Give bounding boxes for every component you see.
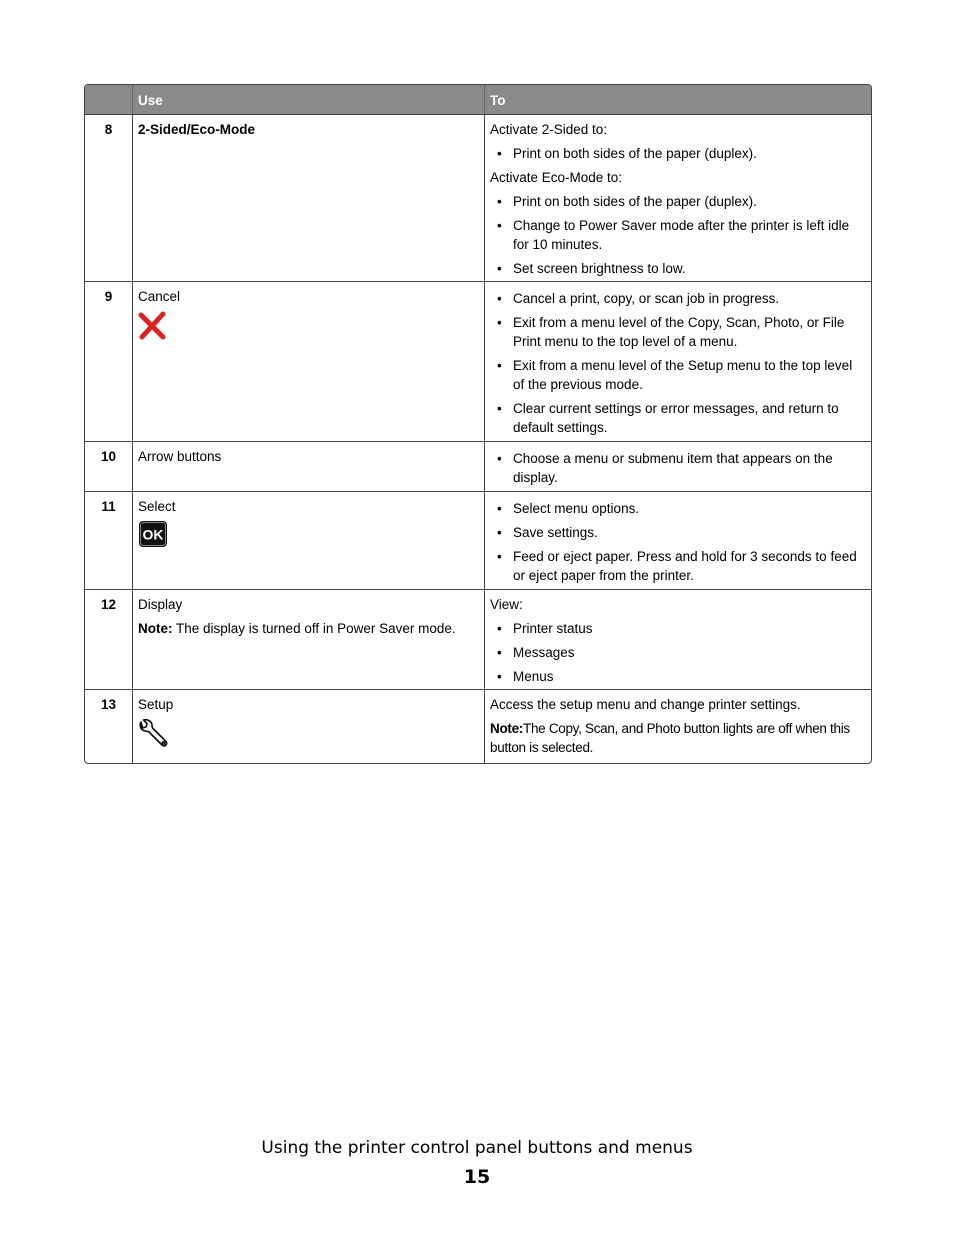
use-cell (133, 590, 485, 689)
bullet-list (490, 449, 867, 487)
use-cell (133, 690, 485, 763)
buttons-table (84, 84, 872, 764)
intro-text: Access the setup menu and change printer settings. (490, 697, 801, 712)
table-row (85, 589, 871, 689)
button-name: Select (138, 499, 176, 514)
table-header-row (85, 85, 871, 114)
bullet-list (490, 289, 867, 437)
row-number: 13 (85, 690, 133, 763)
row-number: 10 (85, 442, 133, 491)
table-row (85, 114, 871, 281)
note-text (138, 619, 480, 638)
header-num (85, 85, 133, 114)
list-item: • Select menu options. (490, 499, 867, 518)
cancel-x-icon (138, 310, 168, 340)
bullet-list (490, 619, 867, 686)
intro-text: View: (490, 597, 523, 612)
intro-text: Activate Eco-Mode to: (490, 170, 623, 185)
header-to: To (490, 93, 506, 108)
note-body: The Copy, Scan, and Photo button lights are off when this button is selected. (490, 721, 850, 755)
list-item: • Printer status (490, 619, 867, 638)
to-cell (485, 115, 871, 281)
table-row (85, 441, 871, 491)
list-item: • Cancel a print, copy, or scan job in progress. (490, 289, 867, 308)
button-name: 2-Sided/Eco-Mode (138, 122, 256, 137)
bullet-list (490, 499, 867, 585)
intro-text: Activate 2-Sided to: (490, 122, 608, 137)
note-label: Note: (138, 621, 173, 636)
row-number: 11 (85, 492, 133, 589)
to-cell (485, 282, 871, 441)
list-item: • Messages (490, 643, 867, 662)
button-name: Cancel (138, 289, 181, 304)
ok-icon-text: OK (142, 526, 164, 543)
table-row (85, 689, 871, 763)
row-number: 9 (85, 282, 133, 441)
button-name: Arrow buttons (138, 449, 222, 464)
table-row (85, 281, 871, 441)
use-cell (133, 492, 485, 589)
ok-button-icon (138, 520, 168, 548)
to-cell (485, 690, 871, 763)
list-item: • Menus (490, 667, 867, 686)
bullet-list (490, 144, 867, 163)
bullet-list (490, 192, 867, 278)
header-use: Use (133, 85, 485, 114)
row-number: 8 (85, 115, 133, 281)
row-number: 12 (85, 590, 133, 689)
wrench-icon (138, 718, 170, 748)
note-body: The display is turned off in Power Saver mode. (172, 621, 456, 636)
list-item: • Choose a menu or submenu item that appears on the display. (490, 449, 867, 487)
to-cell (485, 590, 871, 689)
list-item: • Change to Power Saver mode after the printer is left idle for 10 minutes. (490, 216, 867, 254)
list-item: • Set screen brightness to low. (490, 259, 867, 278)
list-item: • Exit from a menu level of the Setup menu to the top level of the previous mode. (490, 356, 867, 394)
list-item: • Clear current settings or error messages, and return to default settings. (490, 399, 867, 437)
to-cell (485, 442, 871, 491)
list-item: • Print on both sides of the paper (duplex). (490, 192, 867, 211)
use-cell (133, 115, 485, 281)
button-name: Setup (138, 697, 174, 712)
table-row (85, 491, 871, 589)
use-cell (133, 282, 485, 441)
list-item: • Print on both sides of the paper (duplex). (490, 144, 867, 163)
note-label: Note: (490, 721, 523, 736)
note-text (490, 719, 867, 757)
list-item: • Save settings. (490, 523, 867, 542)
to-cell (485, 492, 871, 589)
list-item: • Feed or eject paper. Press and hold for 3 seconds to feed or eject paper from the printer. (490, 547, 867, 585)
section-title: Using the printer control panel buttons and menus (261, 1138, 693, 1158)
use-cell (133, 442, 485, 491)
button-name: Display (138, 597, 183, 612)
page-number: 15 (463, 1166, 491, 1188)
list-item: • Exit from a menu level of the Copy, Scan, Photo, or File Print menu to the top level of a menu. (490, 313, 867, 351)
